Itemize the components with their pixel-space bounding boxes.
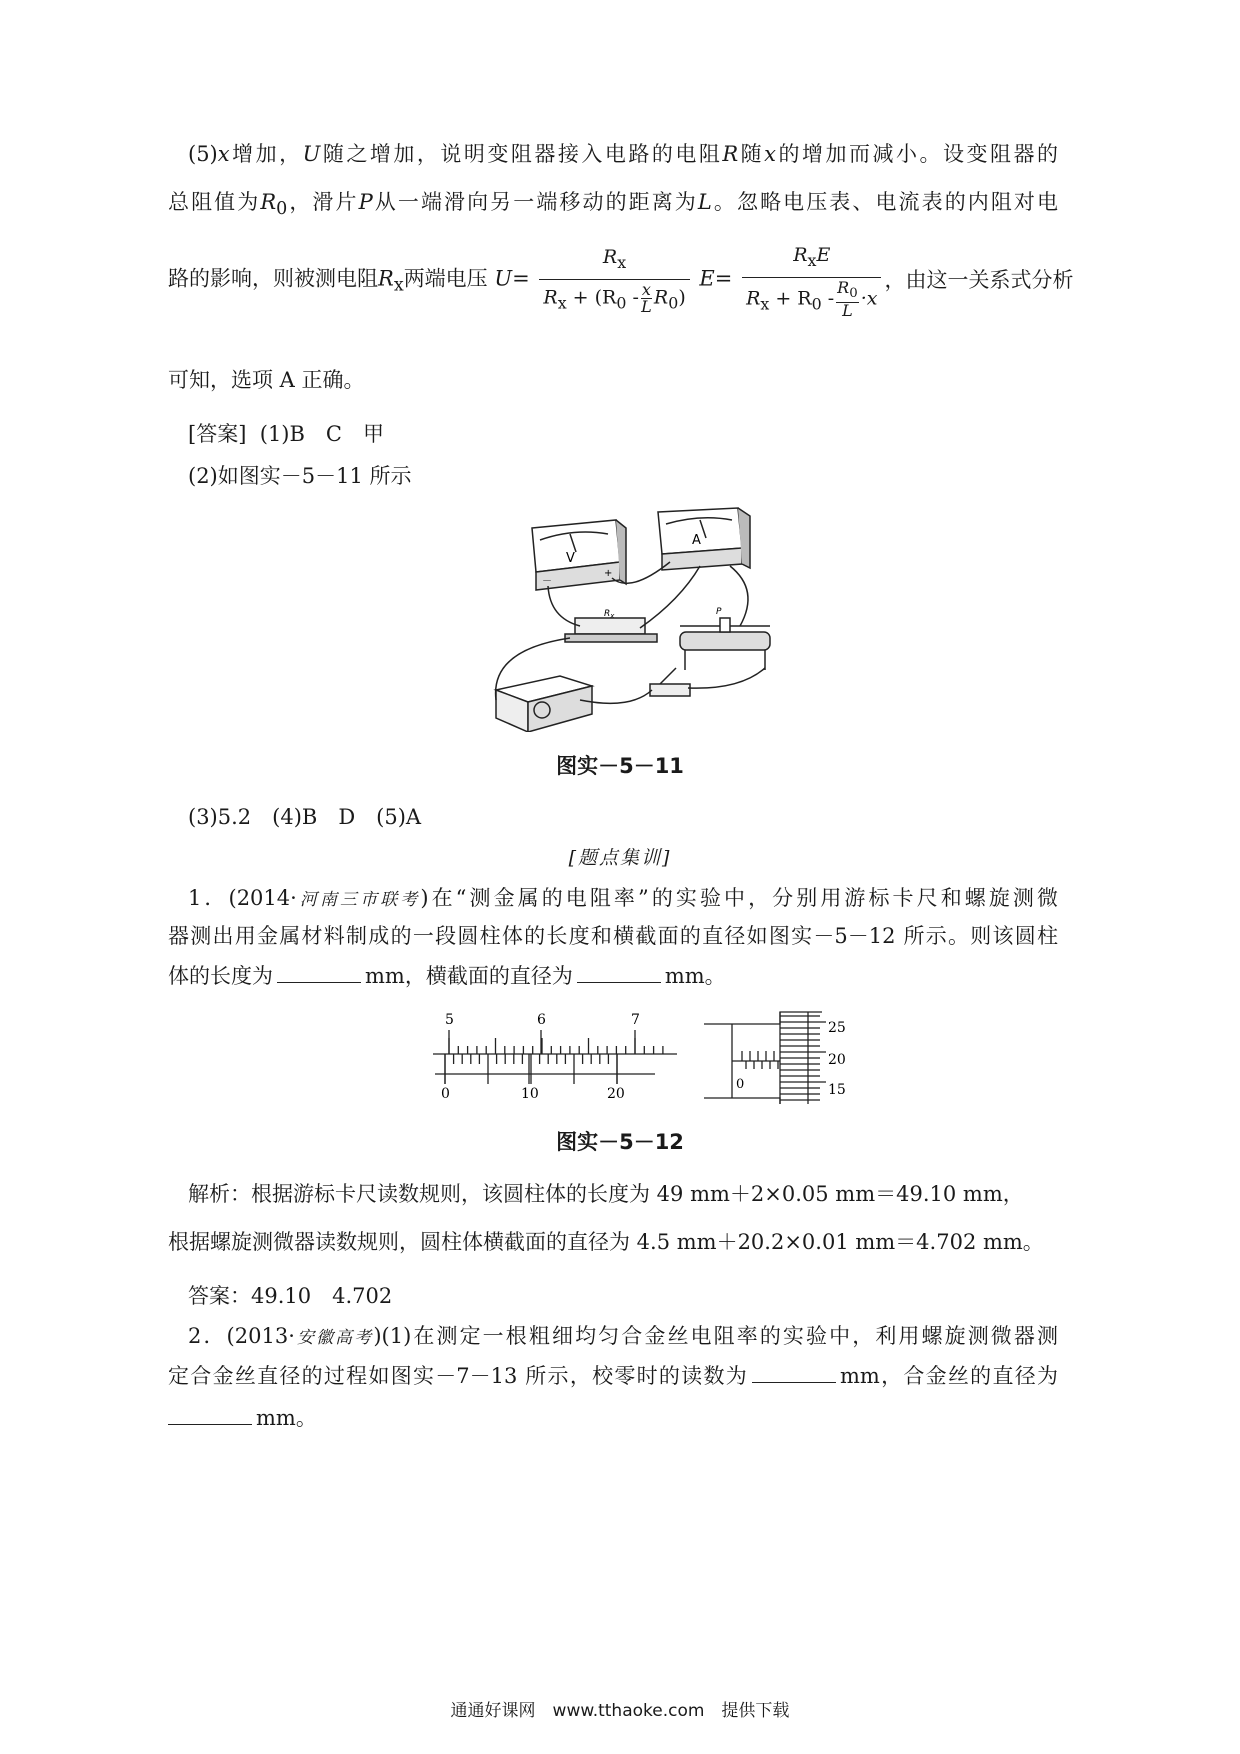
q2-line-3: mm。	[168, 1404, 1038, 1432]
para-5-line-2: 总阻值为$R_0$，滑片P从一端滑向另一端移动的距离为L。忽略电压表、电流表的内阻对电	[168, 190, 1059, 220]
thimble-label: 20	[828, 1052, 846, 1068]
q1-line-3: 体的长度为 mm，横截面的直径为 mm。	[168, 964, 726, 988]
caliper-vernier-label: 10	[521, 1086, 539, 1098]
thimble-label: 25	[828, 1020, 846, 1036]
para-5-line-1: (5)x增加，U随之增加，说明变阻器接入电路的电阻R随x的增加而减小。设变阻器的	[188, 142, 1059, 166]
para-5-line-3: 路的影响，则被测电阻$R_x$两端电压 U= $R_x$ $R_x + (R_0$ - $\frac{x}{L}$ $R_0$) E= $R_xE$ $R_x + R_0$ - $\frac{R_0}{L}$ ·x ，由这一关系式分析	[168, 245, 1058, 315]
micrometer	[702, 1004, 882, 1104]
figure-caption-5-12: 图实－5－12	[556, 1130, 684, 1154]
figure-caption-5-11: 图实－5－11	[556, 754, 684, 778]
answer-blank[interactable]	[277, 962, 361, 983]
q1-line-2: 器测出用金属材料制成的一段圆柱体的长度和横截面的直径如图实－5－12 所示。则该圆柱	[168, 924, 1058, 948]
footer: 通通好课网 www.tthaoke.com 提供下载	[450, 1701, 790, 1721]
slider-label: P	[716, 607, 722, 617]
answer-blank[interactable]	[577, 962, 661, 983]
ammeter-label: A	[692, 533, 701, 548]
fraction-1: $R_x$ $R_x + (R_0$ - $\frac{x}{L}$ $R_0$)	[539, 243, 689, 317]
answer-line-3: (3)5.2 (4)B D (5)A	[188, 805, 422, 829]
q1-answer: 答案：49.10 4.702	[188, 1284, 393, 1308]
caliper-vernier-label: 0	[441, 1086, 450, 1098]
fraction-2: $R_xE$ $R_x + R_0$ - $\frac{R_0}{L}$ ·x	[742, 241, 881, 319]
caliper-main-label: 5	[445, 1012, 454, 1028]
voltmeter-minus: －	[542, 576, 552, 587]
answer-line-2: (2)如图实－5－11 所示	[188, 464, 412, 488]
rx-label: $R_x$	[604, 609, 615, 620]
voltmeter-plus: +	[604, 568, 613, 579]
section-title: [题点集训]	[568, 847, 672, 869]
para-5-line-4: 可知，选项 A 正确。	[168, 368, 365, 392]
answer-blank[interactable]	[752, 1362, 836, 1383]
circuit-diagram	[480, 500, 800, 732]
q1-line-1: 1．(2014·河南三市联考)在“测金属的电阻率”的实验中，分别用游标卡尺和螺旋测微	[188, 886, 1058, 910]
q2-line-2: 定合金丝直径的过程如图实－7－13 所示，校零时的读数为 mm，合金丝的直径为	[168, 1364, 1058, 1388]
caliper-main-label: 6	[537, 1012, 546, 1028]
q2-line-1: 2．(2013·安徽高考)(1)在测定一根粗细均匀合金丝电阻率的实验中，利用螺旋测微器测	[188, 1324, 1058, 1348]
answer-blank[interactable]	[168, 1404, 252, 1425]
vernier-caliper	[425, 1008, 685, 1098]
caliper-main-label: 7	[631, 1012, 640, 1028]
answer-line-1: [答案] (1)B C 甲	[188, 422, 384, 446]
caliper-vernier-label: 20	[607, 1086, 625, 1098]
sleeve-zero-label: 0	[736, 1077, 745, 1092]
thimble-label: 15	[828, 1082, 846, 1098]
solution-line-1: 解析：根据游标卡尺读数规则，该圆柱体的长度为 49 mm＋2×0.05 mm＝49.10 mm，	[188, 1182, 1024, 1206]
voltmeter-label: V	[566, 551, 575, 566]
solution-line-2: 根据螺旋测微器读数规则，圆柱体横截面的直径为 4.5 mm＋20.2×0.01 mm＝4.702 mm。	[168, 1230, 1044, 1254]
